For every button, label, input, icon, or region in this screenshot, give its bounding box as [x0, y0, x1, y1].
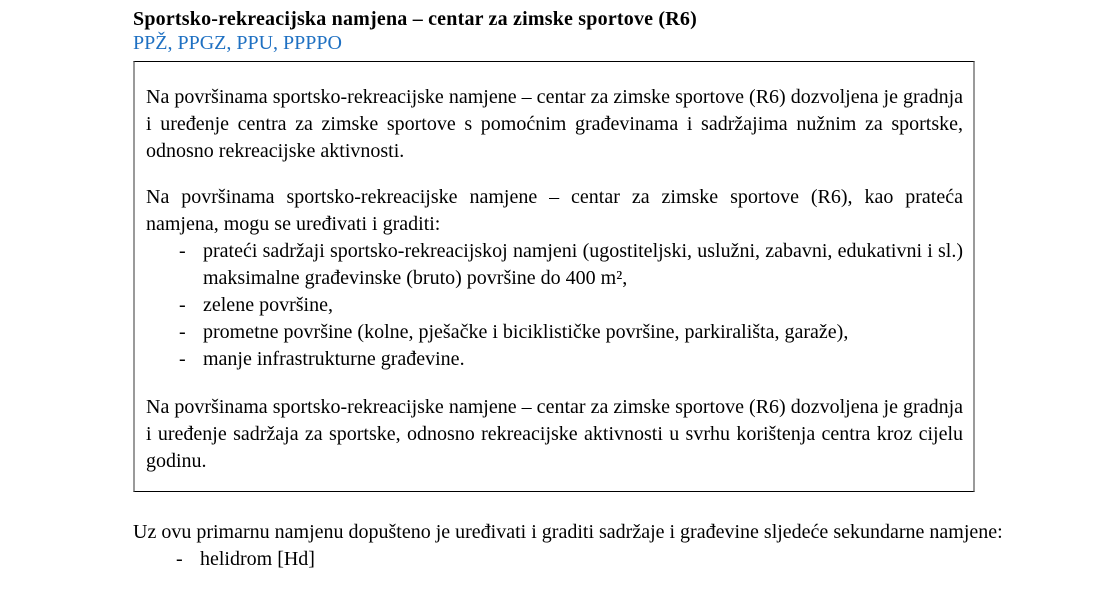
- list-item-text: helidrom [Hd]: [200, 548, 315, 570]
- list-item: [133, 546, 1036, 573]
- bullet-dash: -: [179, 240, 186, 262]
- list-item: [146, 292, 963, 319]
- list-item: [146, 346, 963, 373]
- bullet-dash: -: [179, 294, 186, 316]
- bullet-dash: -: [179, 321, 186, 343]
- bullet-dash: -: [176, 548, 183, 570]
- list-item-text: zelene površine,: [203, 294, 333, 316]
- provision-paragraph-2: Na površinama sportsko-rekreacijske namjene – centar za zimske sportove (R6), kao prateća namjena, mogu se uređivati i graditi:: [146, 186, 963, 235]
- provision-paragraph-1: Na površinama sportsko-rekreacijske namjene – centar za zimske sportove (R6) dozvoljena je gradnja i uređenje centra za zimske sportove s pomoćnim građevinama i sadržajima nužnim za sportske, odnosno rekreacijske aktivnosti.: [146, 86, 963, 162]
- secondary-purpose-section: [133, 518, 1036, 573]
- plan-references-link[interactable]: PPŽ, PPGZ, PPU, PPPPO: [133, 32, 342, 54]
- list-item-text: prateći sadržaji sportsko-rekreacijskoj namjeni (ugostiteljski, uslužni, zabavni, edukativni i sl.) maksimalne građevinske (bruto) površine do 400 m²,: [203, 240, 963, 289]
- provision-paragraph-3: Na površinama sportsko-rekreacijske namjene – centar za zimske sportove (R6) dozvoljena je gradnja i uređenje sadržaja za sportske, odnosno rekreacijske aktivnosti u svrhu korištenja centra kroz cijelu godinu.: [146, 396, 963, 472]
- list-item-text: manje infrastrukturne građevine.: [203, 348, 465, 370]
- secondary-purpose-paragraph: Uz ovu primarnu namjenu dopušteno je uređivati i graditi sadržaje i građevine sljedeće sekundarne namjene:: [133, 521, 1003, 543]
- bullet-dash: -: [179, 348, 186, 370]
- provisions-box: [133, 61, 975, 492]
- section-title: Sportsko-rekreacijska namjena – centar za zimske sportove (R6): [133, 8, 697, 30]
- list-item-text: prometne površine (kolne, pješačke i biciklističke površine, parkirališta, garaže),: [203, 321, 849, 343]
- list-item: [146, 238, 963, 292]
- list-item: [146, 319, 963, 346]
